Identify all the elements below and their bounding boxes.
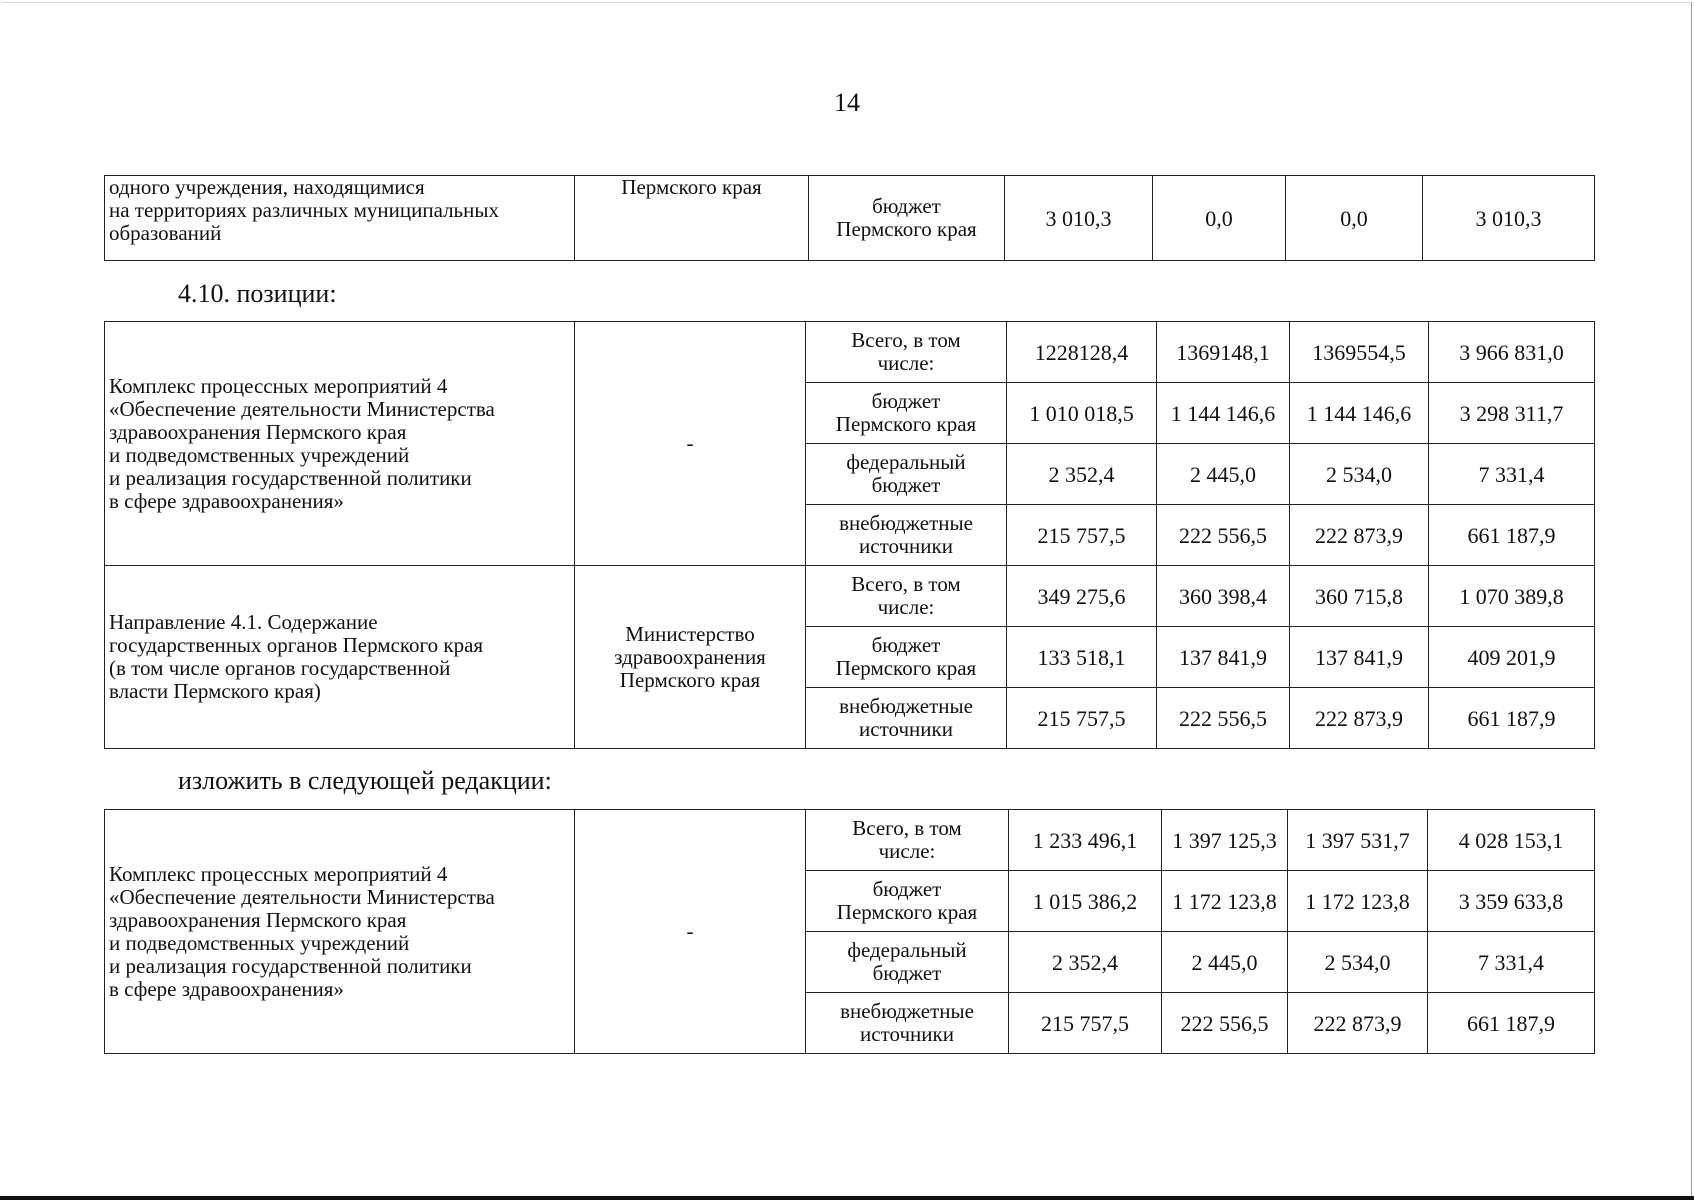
source-line: Всего, в том	[852, 816, 962, 840]
source-line: бюджет	[872, 961, 942, 985]
description-line: здравоохранения Пермского края	[109, 907, 407, 932]
new-edition-table	[104, 809, 1595, 1054]
value-cell: 1 010 018,5	[1007, 383, 1157, 444]
source-line: числе:	[878, 839, 936, 863]
funding-source	[806, 688, 1007, 749]
responsible-line: здравоохранения	[614, 644, 766, 669]
value-cell: 409 201,9	[1429, 627, 1595, 688]
source-line: Пермского края	[836, 217, 977, 241]
value-cell: 0,0	[1153, 176, 1286, 261]
value-cell: 137 841,9	[1290, 627, 1429, 688]
value-cell: 222 556,5	[1157, 505, 1290, 566]
description-line: в сфере здравоохранения»	[109, 976, 344, 1001]
source-line: числе:	[877, 595, 935, 619]
value-cell: 2 534,0	[1290, 444, 1429, 505]
funding-source	[806, 322, 1007, 383]
value-cell: 2 445,0	[1162, 932, 1288, 993]
source-line: федеральный	[847, 938, 967, 962]
source-line: бюджет	[871, 473, 941, 497]
responsible-executor: Пермского края	[575, 176, 809, 261]
value-cell: 661 187,9	[1428, 993, 1595, 1054]
description-line: на территориях различных муниципальных	[109, 198, 499, 222]
description-line: одного учреждения, находящимися	[109, 175, 425, 199]
source-line: внебюджетные	[839, 511, 973, 535]
value-cell: 3 010,3	[1005, 176, 1153, 261]
value-cell: 7 331,4	[1428, 932, 1595, 993]
value-cell: 215 757,5	[1007, 688, 1157, 749]
value-cell: 3 010,3	[1423, 176, 1595, 261]
value-cell: 3 359 633,8	[1428, 871, 1595, 932]
value-cell: 1 397 531,7	[1288, 810, 1428, 871]
value-cell: 2 445,0	[1157, 444, 1290, 505]
responsible-executor	[575, 566, 806, 749]
funding-source	[806, 810, 1009, 871]
description-line: здравоохранения Пермского края	[109, 419, 407, 444]
source-line: внебюджетные	[840, 999, 974, 1023]
funding-source	[806, 871, 1009, 932]
value-cell: 1 233 496,1	[1009, 810, 1162, 871]
source-line: числе:	[877, 351, 935, 375]
value-cell: 2 534,0	[1288, 932, 1428, 993]
value-cell: 1 015 386,2	[1009, 871, 1162, 932]
funding-source	[806, 993, 1009, 1054]
value-cell: 222 556,5	[1157, 688, 1290, 749]
value-cell: 222 873,9	[1290, 505, 1429, 566]
source-line: бюджет	[872, 877, 942, 901]
continuation-table	[104, 175, 1595, 261]
value-cell: 1 397 125,3	[1162, 810, 1288, 871]
value-cell: 7 331,4	[1429, 444, 1595, 505]
value-cell: 1369554,5	[1290, 322, 1429, 383]
value-cell: 661 187,9	[1429, 688, 1595, 749]
description-line: Направление 4.1. Содержание	[109, 610, 378, 634]
section-heading-positions: 4.10. позиции:	[178, 279, 337, 308]
value-cell: 1 144 146,6	[1290, 383, 1429, 444]
funding-source	[806, 383, 1007, 444]
source-line: Пермского края	[836, 900, 978, 924]
description-line: «Обеспечение деятельности Министерства	[109, 396, 495, 421]
funding-source	[809, 176, 1005, 261]
page-number: 14	[834, 88, 860, 117]
funding-source	[806, 566, 1007, 627]
direction-description	[105, 566, 575, 749]
description-line: государственных органов Пермского края	[109, 633, 484, 657]
value-cell: 1 144 146,6	[1157, 383, 1290, 444]
value-cell: 215 757,5	[1007, 505, 1157, 566]
positions-table	[104, 321, 1595, 749]
description-line: и подведомственных учреждений	[109, 930, 410, 955]
description-line: и реализация государственной политики	[109, 953, 472, 978]
funding-source	[806, 627, 1007, 688]
value-cell: 360 715,8	[1290, 566, 1429, 627]
source-line: Пермского края	[835, 412, 977, 436]
funding-source	[806, 505, 1007, 566]
value-cell: 2 352,4	[1009, 932, 1162, 993]
value-cell: 1369148,1	[1157, 322, 1290, 383]
description-line: Комплекс процессных мероприятий 4	[109, 861, 448, 886]
responsible-line: Пермского края	[619, 667, 761, 692]
value-cell: 360 398,4	[1157, 566, 1290, 627]
value-cell: 133 518,1	[1007, 627, 1157, 688]
source-line: Всего, в том	[851, 572, 961, 596]
source-line: бюджет	[871, 389, 941, 413]
description-line: власти Пермского края)	[109, 679, 321, 703]
value-cell: 1 070 389,8	[1429, 566, 1595, 627]
value-cell: 349 275,6	[1007, 566, 1157, 627]
description-line: и реализация государственной политики	[109, 465, 472, 490]
measure-description	[105, 176, 575, 261]
source-line: источники	[860, 1022, 954, 1046]
description-line: в сфере здравоохранения»	[109, 488, 344, 513]
value-cell: 1 172 123,8	[1162, 871, 1288, 932]
description-line: (в том числе органов государственной	[109, 656, 451, 680]
value-cell: 137 841,9	[1157, 627, 1290, 688]
value-cell: 661 187,9	[1429, 505, 1595, 566]
responsible-line: Министерство	[625, 621, 755, 646]
value-cell: 2 352,4	[1007, 444, 1157, 505]
description-line: «Обеспечение деятельности Министерства	[109, 884, 495, 909]
source-line: внебюджетные	[839, 694, 973, 718]
funding-source	[806, 932, 1009, 993]
funding-source	[806, 444, 1007, 505]
value-cell: 222 556,5	[1162, 993, 1288, 1054]
source-line: бюджет	[872, 194, 941, 218]
description-line: образований	[109, 221, 222, 245]
scan-bottom-edge	[0, 1196, 1694, 1200]
value-cell: 215 757,5	[1009, 993, 1162, 1054]
value-cell: 4 028 153,1	[1428, 810, 1595, 871]
value-cell: 0,0	[1286, 176, 1423, 261]
source-line: источники	[859, 534, 953, 558]
source-line: бюджет	[871, 633, 941, 657]
value-cell: 1 172 123,8	[1288, 871, 1428, 932]
responsible-executor: -	[575, 322, 806, 566]
value-cell: 3 298 311,7	[1429, 383, 1595, 444]
description-line: и подведомственных учреждений	[109, 442, 410, 467]
value-cell: 3 966 831,0	[1429, 322, 1595, 383]
value-cell: 222 873,9	[1288, 993, 1428, 1054]
value-cell: 1228128,4	[1007, 322, 1157, 383]
section-heading-new-edition: изложить в следующей редакции:	[178, 766, 552, 795]
description-line: Комплекс процессных мероприятий 4	[109, 373, 448, 398]
source-line: федеральный	[846, 450, 966, 474]
source-line: Всего, в том	[851, 328, 961, 352]
measure-description	[105, 322, 575, 566]
value-cell: 222 873,9	[1290, 688, 1429, 749]
responsible-executor: -	[575, 810, 806, 1054]
source-line: Пермского края	[835, 656, 977, 680]
measure-description	[105, 810, 575, 1054]
source-line: источники	[859, 717, 953, 741]
